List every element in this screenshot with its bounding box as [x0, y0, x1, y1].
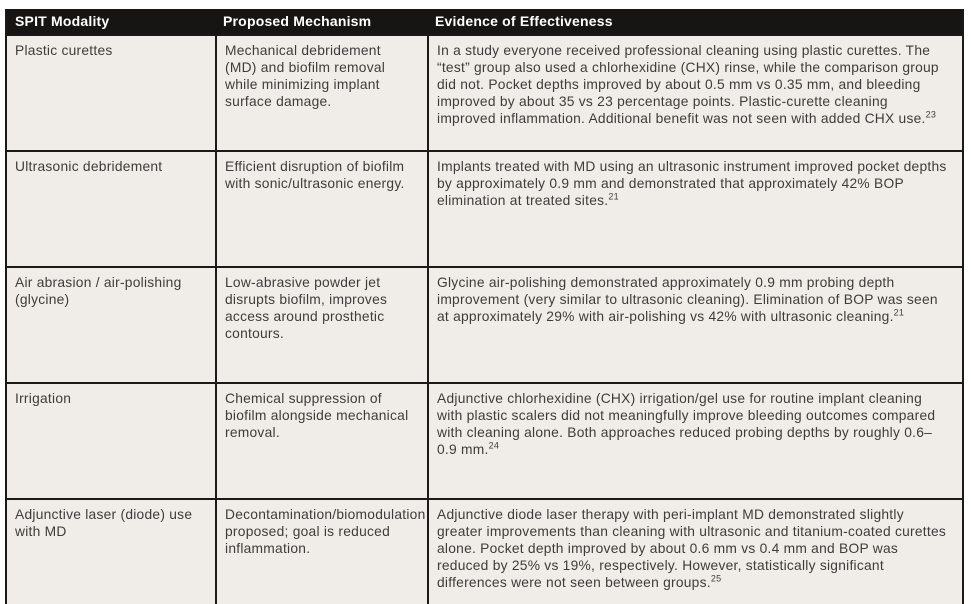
column-header-spit-modality: SPIT Modality	[15, 13, 110, 29]
evidence-cell	[427, 500, 962, 604]
table-header-row	[7, 9, 962, 34]
mechanism-cell: Decontamination/biomodulation proposed; goal is reduced inflammation.	[215, 500, 427, 604]
column-header-proposed-mechanism: Proposed Mechanism	[223, 13, 372, 29]
modality-cell: Irrigation	[15, 391, 72, 406]
mechanism-cell: Efficient disruption of biofilm with sonic/ultrasonic energy.	[215, 152, 427, 266]
reference-superscript: 21	[893, 307, 905, 318]
reference-superscript: 24	[488, 440, 500, 451]
evidence-text: Glycine air-polishing demonstrated approximately 0.9 mm probing depth improvement (very similar to ultrasonic cleaning). Elimination of BOP was seen at approximately 29% with air-polishing vs 42% with ultrasonic cleaning.	[437, 275, 938, 324]
modality-cell: Ultrasonic debridement	[15, 159, 163, 174]
column-header-evidence-of-effectiveness: Evidence of Effectiveness	[435, 13, 613, 29]
reference-superscript: 25	[710, 573, 722, 584]
evidence-cell	[427, 384, 962, 498]
evidence-cell	[427, 152, 962, 266]
evidence-text: In a study everyone received professional cleaning using plastic curettes. The “test” group also used a chlorhexidine (CHX) rinse, while the comparison group did not. Pocket depths improved by about 0.5 mm vs 0.35 mm, and bleeding improved by about 35 vs 23 percentage points. Plastic-curette cleaning improved inflammation. Additional benefit was not seen with added CHX use.	[437, 43, 939, 126]
modality-cell: Adjunctive laser (diode) use with MD	[15, 507, 193, 539]
mechanism-cell: Chemical suppression of biofilm alongside mechanical removal.	[215, 384, 427, 498]
table-row-air-abrasion	[7, 266, 962, 382]
evidence-cell	[427, 36, 962, 150]
reference-superscript: 23	[925, 109, 937, 120]
table-row-adjunctive-laser	[7, 498, 962, 604]
evidence-cell	[427, 268, 962, 382]
table-row-ultrasonic-debridement	[7, 150, 962, 266]
mechanism-cell: Low-abrasive powder jet disrupts biofilm, improves access around prosthetic contours.	[215, 268, 427, 382]
reference-superscript: 21	[608, 191, 619, 202]
table-row-irrigation	[7, 382, 962, 498]
spit-modality-table	[5, 9, 964, 604]
evidence-text: Adjunctive chlorhexidine (CHX) irrigation/gel use for routine implant cleaning with plastic scalers did not meaningfully improve bleeding outcomes compared with cleaning alone. Both approaches reduced probing depths by roughly 0.6–0.9 mm.	[437, 391, 936, 457]
table-row-plastic-curettes	[7, 34, 962, 150]
mechanism-cell: Mechanical debridement (MD) and biofilm removal while minimizing implant surface damage.	[215, 36, 427, 150]
evidence-text: Implants treated with MD using an ultrasonic instrument improved pocket depths by approximately 0.9 mm and demonstrated that approximately 42% BOP elimination at treated sites.	[437, 159, 947, 208]
modality-cell: Plastic curettes	[15, 43, 113, 58]
modality-cell: Air abrasion / air-polishing (glycine)	[15, 275, 182, 307]
evidence-text: Adjunctive diode laser therapy with peri-implant MD demonstrated slightly greater improvements than cleaning with ultrasonic and titanium-coated curettes alone. Pocket depth improved by about 0.6 mm vs 0.4 mm and BOP was reduced by 25% vs 19%, respectively. However, statistically significant differences were not seen between groups.	[437, 507, 947, 590]
